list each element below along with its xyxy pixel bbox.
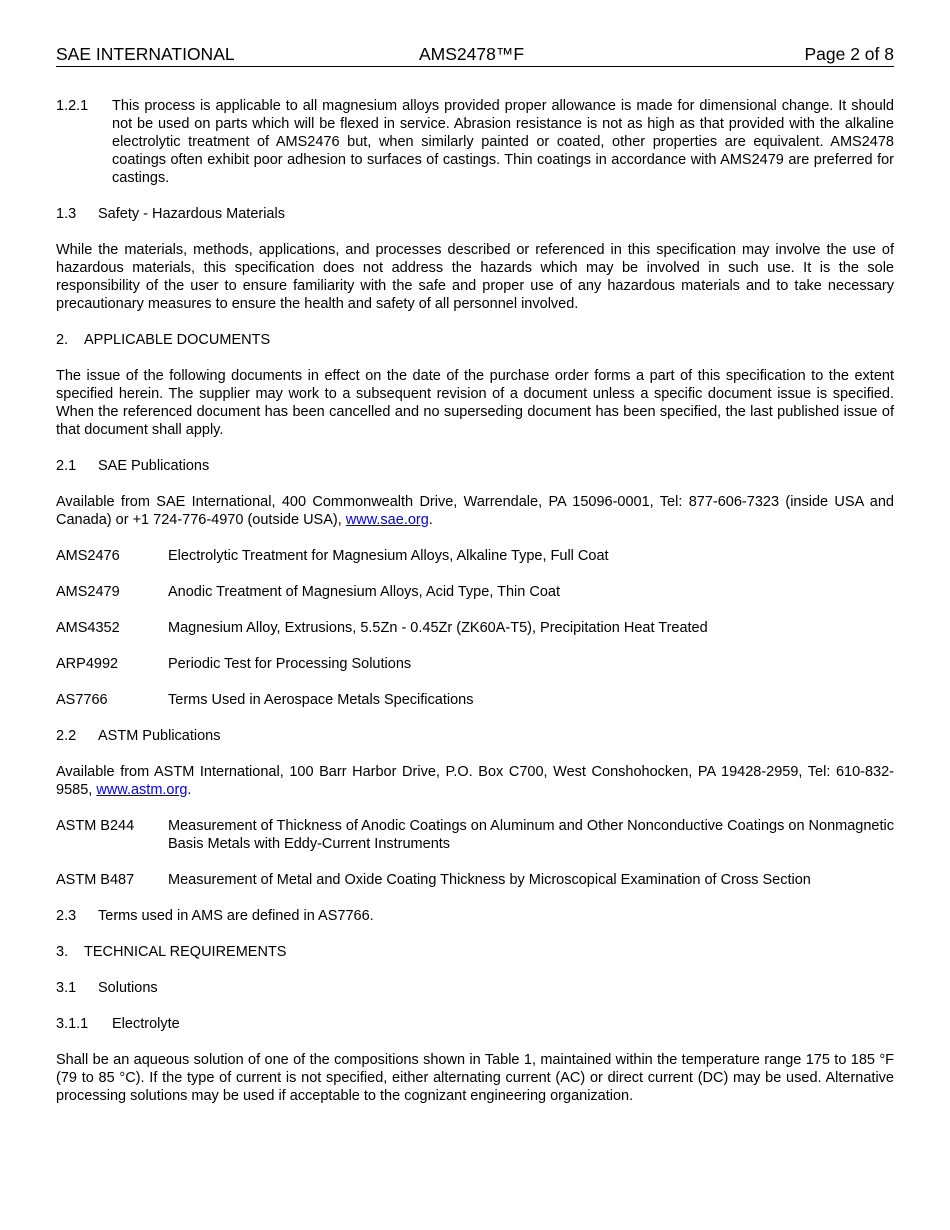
reference-title: Magnesium Alloy, Extrusions, 5.5Zn - 0.45Zr (ZK60A-T5), Precipitation Heat Treated: [168, 620, 708, 636]
section-3-1-1-heading: [56, 1015, 894, 1033]
reference-code: ASTM B244: [56, 818, 135, 834]
reference-entry: [56, 817, 894, 853]
sae-availability-paragraph: [56, 493, 894, 529]
section-number: 2.1: [56, 458, 77, 474]
section-number: 2.2: [56, 728, 77, 744]
reference-code: AS7766: [56, 692, 108, 708]
reference-code: AMS2479: [56, 584, 120, 600]
reference-code: AMS4352: [56, 620, 120, 636]
astm-availability-paragraph: [56, 763, 894, 799]
sentence-end: .: [187, 782, 192, 798]
section-2-heading: [56, 331, 894, 349]
section-title: APPLICABLE DOCUMENTS: [84, 332, 271, 348]
applicable-documents-paragraph: The issue of the following documents in effect on the date of the purchase order forms a part of this specification to the extent specified herein. The supplier may work to a subsequent revision of a document unless a specific document issue is specified. When the referenced document has been cancelled and no superseding document has been specified, the last published issue of that document shall apply.: [56, 368, 894, 438]
section-number: 3.: [56, 944, 69, 960]
section-number: 1.3: [56, 206, 77, 222]
reference-code: ARP4992: [56, 656, 119, 672]
reference-entry: [56, 655, 894, 673]
section-title: Electrolyte: [112, 1016, 180, 1032]
section-1-2-1: [56, 97, 894, 187]
reference-title: Measurement of Metal and Oxide Coating Thickness by Microscopical Examination of Cross Section: [168, 872, 811, 888]
sae-website-link[interactable]: www.sae.org: [345, 512, 429, 528]
section-title: SAE Publications: [98, 458, 210, 474]
section-1-3-heading: [56, 205, 894, 223]
section-text: This process is applicable to all magnesium alloys provided proper allowance is made for dimensional change. It should not be used on parts which will be flexed in service. Abrasion resistance is not as high as that provided with the alkaline electrolytic treatment of AMS2476 but, when similarly painted or coated, other properties are equivalent. AMS2478 coatings often exhibit poor adhesion to surfaces of castings. Thin coatings in accordance with AMS2479 are preferred for castings.: [112, 98, 894, 186]
section-number: 1.2.1: [56, 98, 89, 114]
reference-title: Measurement of Thickness of Anodic Coatings on Aluminum and Other Nonconductive Coatings on Nonmagnetic Basis Metals with Eddy-Current Instruments: [168, 818, 894, 852]
reference-code: AMS2476: [56, 548, 120, 564]
section-text: Terms used in AMS are defined in AS7766.: [98, 908, 374, 924]
reference-title: Electrolytic Treatment for Magnesium Alloys, Alkaline Type, Full Coat: [168, 548, 609, 564]
reference-entry: [56, 547, 894, 565]
reference-title: Terms Used in Aerospace Metals Specifications: [168, 692, 474, 708]
section-2-2-heading: [56, 727, 894, 745]
reference-code: ASTM B487: [56, 872, 135, 888]
reference-title: Periodic Test for Processing Solutions: [168, 656, 412, 672]
header-organization: SAE INTERNATIONAL: [56, 44, 235, 64]
section-number: 3.1.1: [56, 1016, 89, 1032]
header-document-id: AMS2478™F: [419, 44, 525, 64]
reference-entry: [56, 871, 894, 889]
safety-paragraph: While the materials, methods, applications, and processes described or referenced in this specification may involve the use of hazardous materials, this specification does not address the hazards which may be involved in such use. It is the sole responsibility of the user to ensure familiarity with the safe and proper use of any hazardous materials and to take necessary precautionary measures to ensure the health and safety of all personnel involved.: [56, 242, 894, 312]
reference-entry: [56, 583, 894, 601]
reference-title: Anodic Treatment of Magnesium Alloys, Acid Type, Thin Coat: [168, 584, 560, 600]
section-number: 3.1: [56, 980, 77, 996]
section-title: Solutions: [98, 980, 158, 996]
section-number: 2.: [56, 332, 69, 348]
reference-entry: [56, 619, 894, 637]
section-title: TECHNICAL REQUIREMENTS: [84, 944, 287, 960]
section-2-3: [56, 907, 894, 925]
sentence-end: .: [428, 512, 433, 528]
header-page-number: Page 2 of 8: [804, 44, 894, 64]
section-2-1-heading: [56, 457, 894, 475]
document-body: [56, 97, 894, 1105]
section-3-heading: [56, 943, 894, 961]
section-number: 2.3: [56, 908, 77, 924]
electrolyte-paragraph: Shall be an aqueous solution of one of the compositions shown in Table 1, maintained within the temperature range 175 to 185 °F (79 to 85 °C). If the type of current is not specified, either alternating current (AC) or direct current (DC) may be used. Alternative processing solutions may be used if acceptable to the cognizant engineering organization.: [56, 1052, 894, 1104]
page-header: [56, 44, 894, 67]
section-title: ASTM Publications: [98, 728, 221, 744]
astm-website-link[interactable]: www.astm.org: [96, 782, 188, 798]
section-3-1-heading: [56, 979, 894, 997]
sae-availability-text: Available from SAE International, 400 Commonwealth Drive, Warrendale, PA 15096-0001, Tel: 877-606-7323 (inside USA and Canada) or +1 724-776-4970 (outside USA),: [56, 494, 894, 528]
reference-entry: [56, 691, 894, 709]
astm-availability-text: Available from ASTM International, 100 Barr Harbor Drive, P.O. Box C700, West Conshohocken, PA 19428-2959, Tel: 610-832-9585,: [56, 764, 894, 798]
section-title: Safety - Hazardous Materials: [98, 206, 285, 222]
